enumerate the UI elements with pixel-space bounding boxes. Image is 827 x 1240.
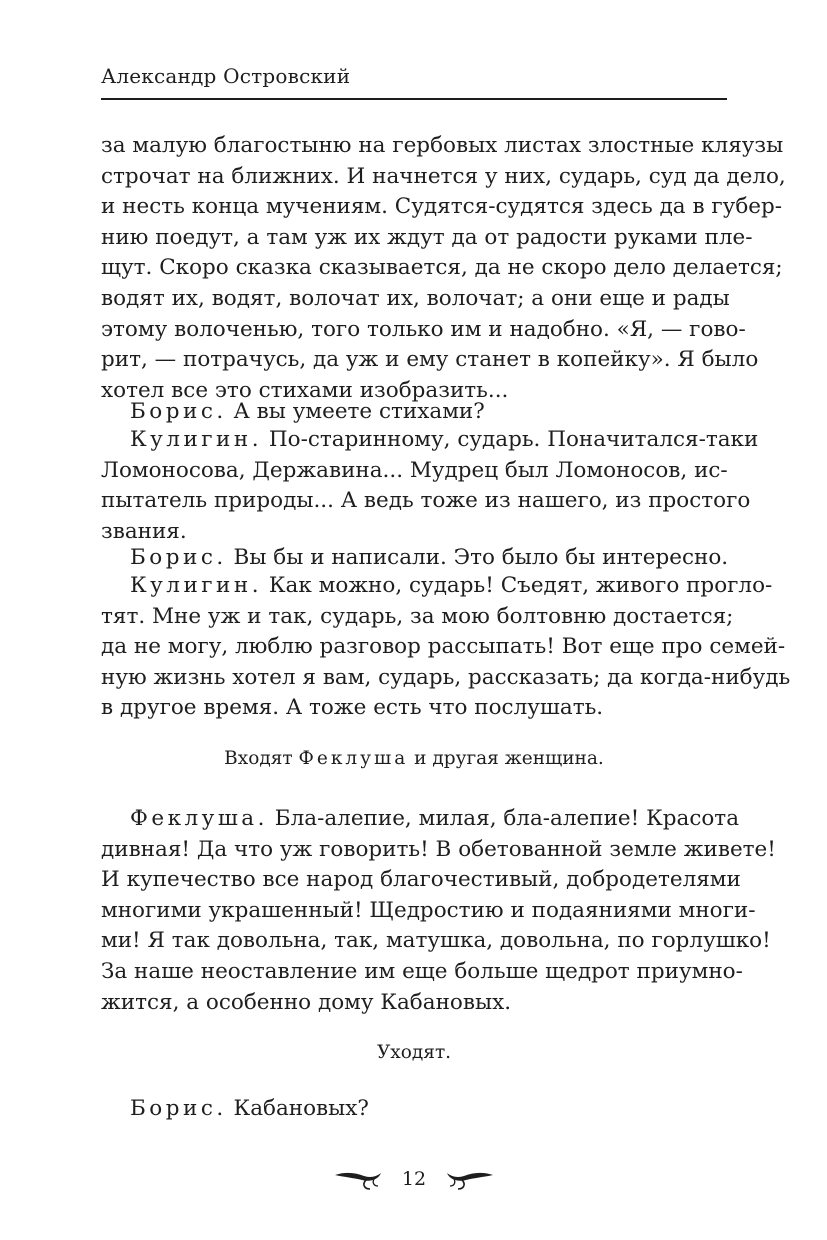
ornament-left-icon: [334, 1167, 384, 1191]
speech-text: Кабановых?: [226, 1096, 369, 1121]
dialogue-line: [101, 543, 727, 574]
dialogue-boris-2: [101, 543, 727, 574]
dialogue-line: [101, 571, 773, 602]
dialogue-line: [101, 1094, 727, 1125]
text-line: этому волоченью, того только им и надобно. «Я, — гово-: [101, 316, 746, 342]
speaker-name: Кулигин.: [130, 573, 263, 598]
text-line: дивная! Да что уж говорить! В обетованной земле живете!: [101, 836, 776, 862]
dialogue-kuligin-2: [101, 571, 791, 724]
ornament-right-icon: [444, 1167, 494, 1191]
speech-text: Вы бы и написали. Это было бы интересно.: [226, 545, 729, 570]
page-number: 12: [401, 1168, 427, 1190]
text-line: пытатель природы... А ведь тоже из нашего, из простого: [101, 488, 751, 514]
speech-text: По-старинному, сударь. Поначитался-таки: [262, 427, 759, 452]
speaker-name: Феклуша.: [130, 806, 268, 831]
dialogue-line: [101, 425, 759, 456]
stage-direction-exit: Уходят.: [376, 1042, 452, 1063]
dialogue-kuligin-1: [101, 425, 759, 547]
dialogue-boris-3: [101, 1094, 727, 1125]
stage-text: и другая женщина.: [408, 748, 604, 769]
stage-direction-enter: [101, 747, 727, 771]
dialogue-feklusha: [101, 804, 776, 1018]
dialogue-line: [101, 397, 727, 428]
running-title: Александр Островский: [101, 64, 351, 88]
text-line: тят. Мне уж и так, сударь, за мою болтовню достается;: [101, 603, 734, 629]
speech-text: Как можно, сударь! Съедят, живого прогло-: [262, 573, 773, 598]
speaker-name: Феклуша: [298, 748, 409, 769]
paragraph-continuation: [101, 131, 786, 406]
speaker-name: Борис.: [130, 399, 227, 424]
text-line: За наше неоставление им еще больше щедрот приумно-: [101, 958, 743, 984]
text-line: строчат на ближних. И начнется у них, сударь, суд да дело,: [101, 163, 786, 189]
dialogue-line: [101, 804, 740, 835]
page-folio: [334, 1163, 494, 1195]
header-rule: [101, 98, 727, 100]
text-line: ную жизнь хотел я вам, сударь, рассказать; да когда-нибудь: [101, 664, 791, 690]
text-line: звания.: [101, 518, 187, 544]
speaker-name: Борис.: [130, 1096, 227, 1121]
text-line: рит, — потрачусь, да уж и ему станет в копейку». Я было: [101, 347, 759, 373]
text-line: Ломоносова, Державина... Мудрец был Ломоносов, ис-: [101, 457, 728, 483]
text-line: многими украшенный! Щедростию и подаяниями многи-: [101, 897, 756, 923]
stage-text: Входят: [224, 748, 299, 769]
speech-text: Бла-алепие, милая, бла-алепие! Красота: [267, 806, 740, 831]
text-line: да не могу, люблю разговор рассыпать! Вот еще про семей-: [101, 634, 786, 660]
text-line: И купечество все народ благочестивый, добродетелями: [101, 867, 741, 893]
text-line: водят их, водят, волочат их, волочат; а они еще и рады: [101, 285, 730, 311]
speech-text: А вы умеете стихами?: [226, 399, 485, 424]
text-line: ми! Я так довольна, так, матушка, довольна, по горлушко!: [101, 928, 771, 954]
text-line: за малую благостыню на гербовых листах злостные кляузы: [101, 133, 784, 158]
text-line: и несть конца мучениям. Судятся-судятся здесь да в губер-: [101, 194, 783, 220]
text-line: щут. Скоро сказка сказывается, да не скоро дело делается;: [101, 255, 783, 281]
text-line: в другое время. А тоже есть что послушать.: [101, 695, 604, 721]
speaker-name: Борис.: [130, 545, 227, 570]
text-line: жится, а особенно дому Кабановых.: [101, 989, 512, 1015]
dialogue-boris-1: [101, 397, 727, 428]
text-line: нию поедут, а там уж их ждут да от радости руками пле-: [101, 224, 753, 250]
speaker-name: Кулигин.: [130, 427, 263, 452]
text-line: хотел все это стихами изобразить...: [101, 377, 509, 403]
